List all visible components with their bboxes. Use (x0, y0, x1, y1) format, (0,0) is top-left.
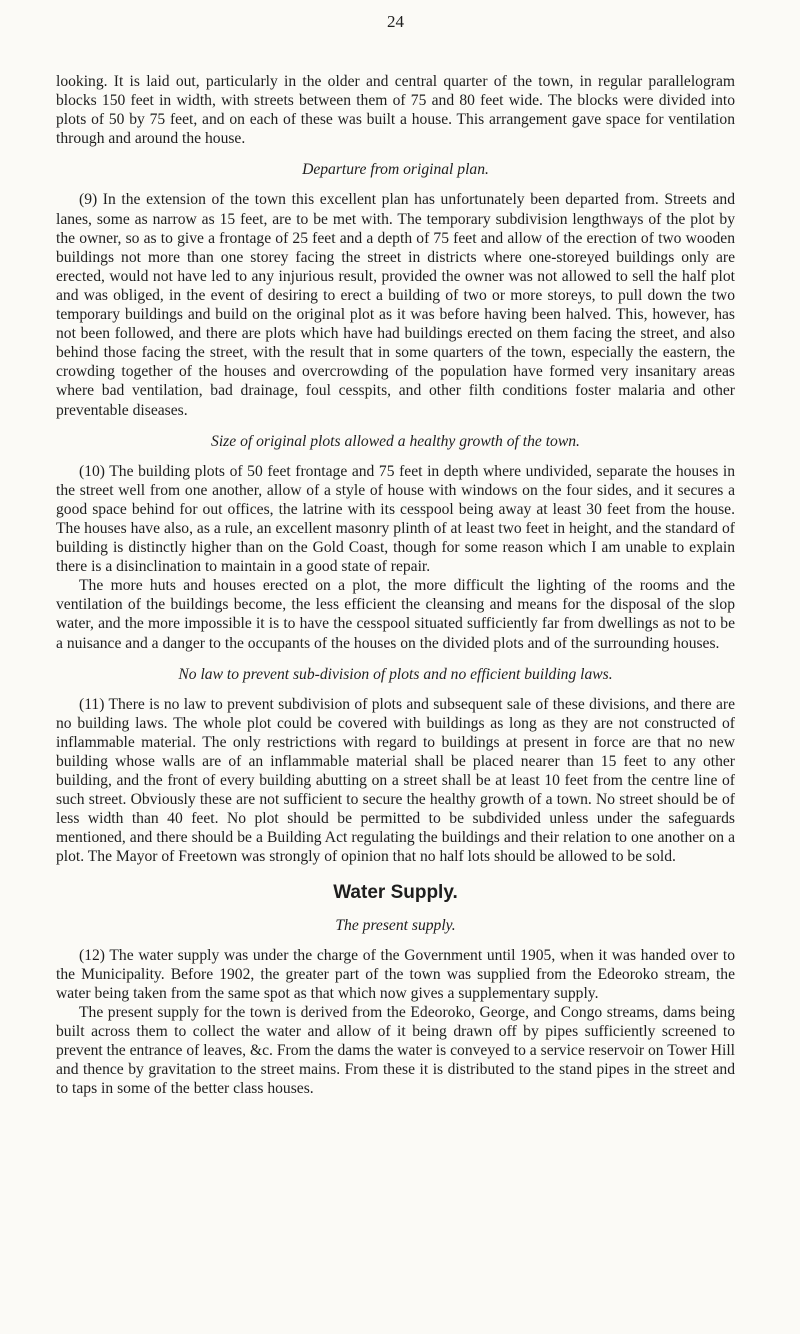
paragraph-9: (9) In the extension of the town this excellent plan has unfortunately been departed from. Streets and lanes, some as narrow as 15 feet, are to be met with. The temporary subdivision lengthways of the plot by the owner, so as to give a frontage of 25 feet and a depth of 75 feet and allow of the erection of two wooden buildings not more than one storey facing the street in districts where one-storeyed buildings only are erected, would not have led to any injurious result, provided the owner was not allowed to sell the half plot and was obliged, in the event of desiring to erect a building of two or more storeys, to pull down the two temporary buildings and build on the original plot as it was before having been halved. This, however, has not been followed, and there are plots which have had buildings erected on them facing the street, and also behind those facing the street, with the result that in some quarters of the town, especially the eastern, the crowding together of the houses and overcrowding of the population have formed very insanitary areas where bad ventilation, bad drainage, foul cesspits, and other filth conditions foster malaria and other preventable diseases. (56, 191, 735, 419)
paragraph-10: (10) The building plots of 50 feet frontage and 75 feet in depth where undivided, separate the houses in the street well from one another, allow of a style of house with windows on the four sides, and it secures a good space behind for out offices, the latrine with its cesspool being away at least 30 feet from the house. The houses have also, as a rule, an excellent masonry plinth of at least two feet in height, and the standard of building is distinctly higher than on the Gold Coast, though for some reason which I am unable to explain there is a disinclination to maintain in a good state of repair. (56, 462, 735, 576)
paragraph-intro: looking. It is laid out, particularly in the older and central quarter of the town, in regular parallelogram blocks 150 feet in width, with streets between them of 75 and 80 feet wide. The blocks were divided into plots of 50 by 75 feet, and on each of these was built a house. This arrangement gave space for ventilation through and around the house. (56, 73, 735, 148)
section-heading-water-supply: Water Supply. (333, 881, 458, 903)
paragraph-12: (12) The water supply was under the charge of the Government until 1905, when it was handed over to the Municipality. Before 1902, the greater part of the town was supplied from the Edeoroko stream, the water being taken from the same spot as that which now gives a supplementary supply. (56, 946, 735, 1002)
page-number: 24 (387, 12, 404, 31)
paragraph-10-continued: The more huts and houses erected on a plot, the more difficult the lighting of the rooms and the ventilation of the buildings become, the less efficient the cleansing and means for the disposal of the slop water, and the more impossible it is to have the cesspool situated sufficiently far from dwellings as not to be a nuisance and a danger to the occupants of the houses on the divided plots and of the surrounding houses. (56, 577, 735, 652)
subheading-present-supply: The present supply. (335, 916, 456, 934)
subheading-no-law: No law to prevent sub-division of plots and no efficient building laws. (178, 665, 613, 683)
subheading-departure: Departure from original plan. (302, 161, 489, 179)
paragraph-11: (11) There is no law to prevent subdivision of plots and subsequent sale of these divisions, and there are no building laws. The whole plot could be covered with buildings as long as they are not constructed of inflammable material. The only restrictions with regard to buildings at present in force are that no new building whose walls are of an inflammable material shall be placed nearer than 15 feet to any other building, and the front of every building abutting on a street shall be at least 10 feet from the centre line of such street. Obviously these are not sufficient to secure the healthy growth of a town. No street should be of less width than 40 feet. No plot should be permitted to be subdivided unless under the safeguards mentioned, and there should be a Building Act regulating the buildings and their relation to one another on a plot. The Mayor of Freetown was strongly of opinion that no half lots should be allowed to be sold. (56, 695, 735, 866)
paragraph-12-continued: The present supply for the town is derived from the Edeoroko, George, and Congo streams, dams being built across them to collect the water and allow of it being drawn off by pipes sufficiently screened to prevent the entrance of leaves, &c. From the dams the water is conveyed to a service reservoir on Tower Hill and thence by gravitation to the street mains. From these it is distributed to the stand pipes in the street and to taps in some of the better class houses. (56, 1003, 735, 1098)
subheading-size-of-plots: Size of original plots allowed a healthy growth of the town. (211, 432, 580, 450)
